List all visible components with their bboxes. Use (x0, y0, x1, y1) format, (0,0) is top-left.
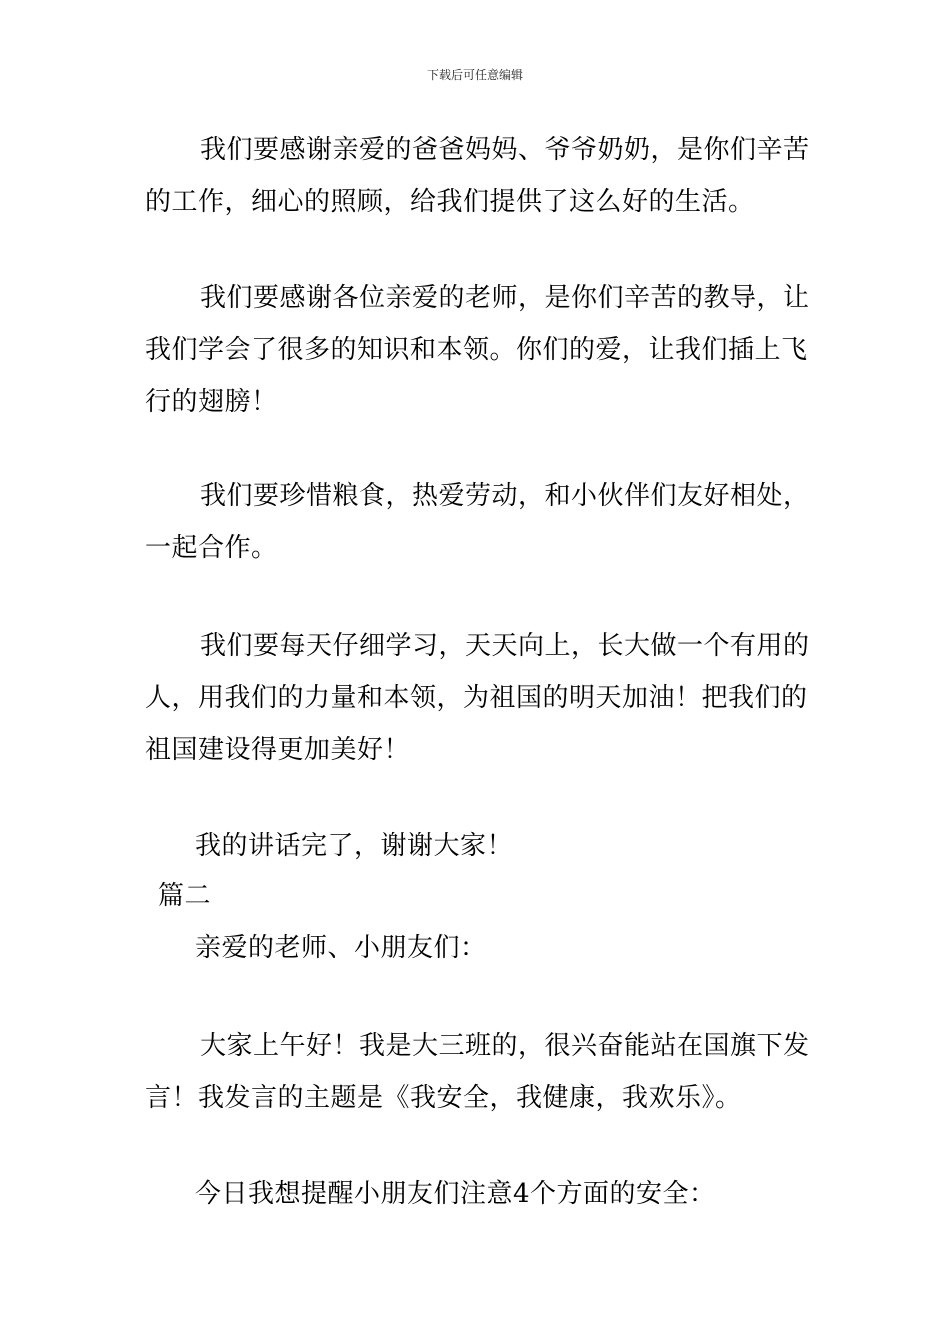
paragraph-safety-intro: 今日我想提醒小朋友们注意4个方面的安全： (195, 1179, 716, 1209)
page-header: 下载后可任意编辑 (426, 68, 523, 82)
greeting-line: 亲爱的老师、小朋友们： (195, 933, 487, 963)
section-title: 篇二 (158, 881, 212, 911)
paragraph-cherish-food: 我们要珍惜粮食，热爱劳动，和小伙伴们友好相处，一起合作。 (145, 481, 810, 563)
paragraph-thank-parents: 我们要感谢亲爱的爸爸妈妈、爷爷奶奶，是你们辛苦的工作，细心的照顾，给我们提供了这么好的生活。 (145, 135, 810, 217)
paragraph-closing: 我的讲话完了，谢谢大家！ (195, 831, 514, 861)
paragraph-self-intro: 大家上午好！我是大三班的，很兴奋能站在国旗下发言！我发言的主题是《我安全，我健康，我欢乐》。 (145, 1031, 810, 1113)
paragraph-thank-teachers: 我们要感谢各位亲爱的老师，是你们辛苦的教导，让我们学会了很多的知识和本领。你们的爱，让我们插上飞行的翅膀！ (145, 283, 810, 417)
paragraph-study-daily: 我们要每天仔细学习，天天向上，长大做一个有用的人，用我们的力量和本领，为祖国的明天加油！把我们的祖国建设得更加美好！ (145, 631, 810, 765)
